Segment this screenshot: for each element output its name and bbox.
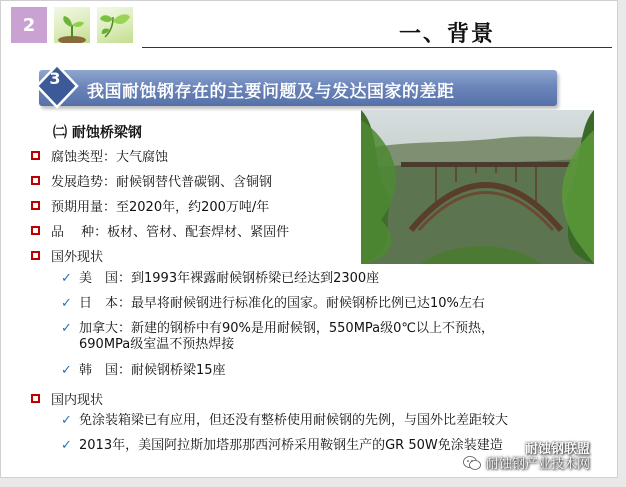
subheading: ㈡ 耐蚀桥梁钢: [53, 125, 142, 141]
leaf-image: [97, 7, 133, 43]
foreign-item: [61, 271, 379, 287]
banner-number: 3: [49, 69, 61, 88]
wechat-icon: [463, 455, 481, 471]
watermark-overlay: 耐蚀钢联盟: [525, 442, 591, 457]
foreign-item: [61, 296, 485, 312]
foreign-item: [61, 321, 494, 353]
leaf-icon: [97, 7, 133, 43]
check-icon: ✓: [61, 321, 72, 336]
section-title: 一、背景: [399, 22, 496, 47]
bullet-item: [31, 246, 103, 265]
foreign-item: [61, 363, 226, 379]
bullet-item: [31, 171, 272, 190]
check-icon: ✓: [61, 271, 72, 286]
sprout-image: [54, 7, 90, 43]
bullet-text: 腐蚀类型：大气腐蚀: [51, 150, 169, 165]
bullet-item: [31, 389, 103, 408]
bullet-text: 预期用量：至2020年，约200万吨/年: [51, 200, 270, 215]
check-icon: ✓: [61, 413, 72, 428]
banner-title: 我国耐蚀钢存在的主要问题及与发达国家的差距: [87, 82, 455, 102]
square-bullet-icon: [31, 394, 40, 403]
steel-arch-bridge-icon: [361, 110, 594, 264]
square-bullet-icon: [31, 251, 40, 260]
bullet-item: [31, 221, 289, 240]
sprout-icon: [54, 7, 90, 43]
square-bullet-icon: [31, 226, 40, 235]
check-icon: ✓: [61, 438, 72, 453]
bridge-photo: [361, 110, 594, 264]
foreign-text: 美 国：到1993年裸露耐候钢桥梁已经达到2300座: [79, 271, 380, 286]
bullet-text: 品 种：板材、管材、配套焊材、紧固件: [51, 225, 290, 240]
foreign-text-continued: 690MPa级室温不预热焊接: [79, 337, 235, 352]
domestic-item: [61, 438, 503, 454]
foreign-text: 加拿大：新建的钢桥中有90%是用耐候钢，550MPa级0℃以上不预热，: [79, 321, 495, 336]
watermark-text: 耐蚀钢产业技术网: [486, 457, 591, 472]
domestic-text: 2013年，美国阿拉斯加塔那那西河桥采用鞍钢生产的GR 50W免涂装建造: [79, 438, 503, 453]
bullet-text: 国外现状: [51, 250, 104, 265]
domestic-text: 免涂装箱梁已有应用，但还没有整桥使用耐候钢的先例，与国外比差距较大: [79, 413, 509, 428]
title-divider: [142, 47, 612, 48]
square-bullet-icon: [31, 201, 40, 210]
domestic-item: [61, 413, 508, 429]
square-bullet-icon: [31, 176, 40, 185]
foreign-text: 韩 国：耐候钢桥梁15座: [79, 363, 226, 378]
foreign-text: 日 本：最早将耐候钢进行标准化的国家。耐候钢桥比例已达10%左右: [79, 296, 485, 311]
bullet-item: [31, 196, 269, 215]
bullet-item: [31, 146, 168, 165]
bullet-text: 国内现状: [51, 393, 104, 408]
check-icon: ✓: [61, 363, 72, 378]
slide-number: 2: [11, 7, 47, 43]
bullet-text: 发展趋势：耐候钢替代普碳钢、含铜钢: [51, 175, 273, 190]
check-icon: ✓: [61, 296, 72, 311]
square-bullet-icon: [31, 151, 40, 160]
